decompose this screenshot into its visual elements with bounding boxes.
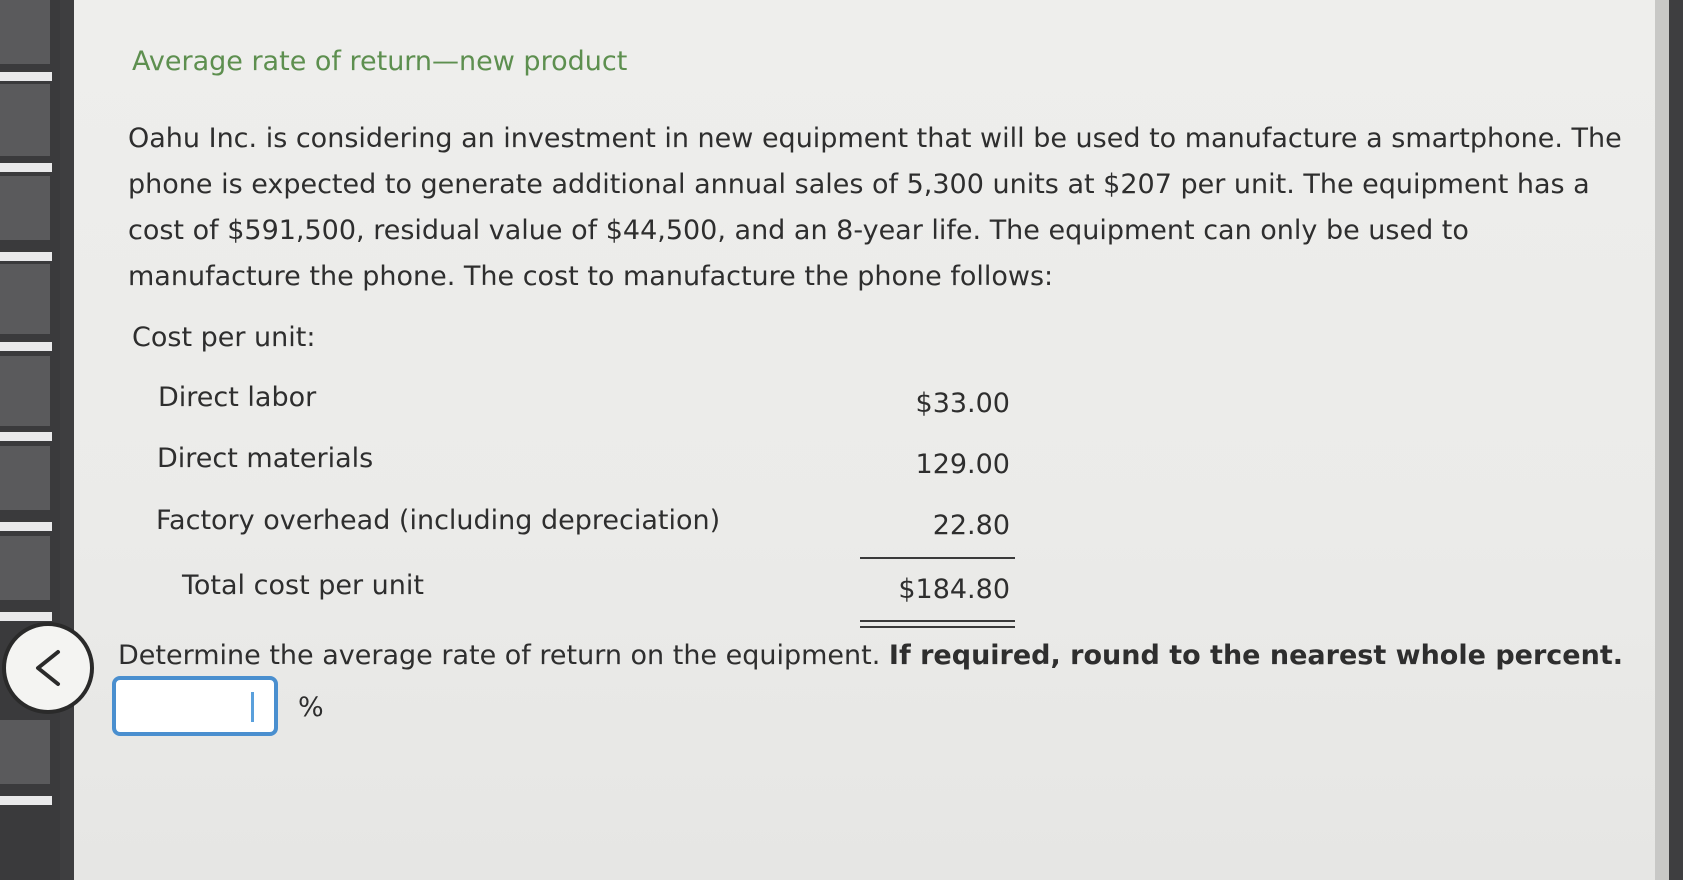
strip-segment — [0, 720, 50, 784]
total-double-rule-bottom — [860, 626, 1015, 628]
problem-statement: Oahu Inc. is considering an investment in new equipment that will be used to manufacture a smartphone. The phone is expected to generate additional annual sales of 5,300 units at $207 per unit. The equipment has a cost of $591,500, residual value of $44,500, and an 8-year life. The equipment can only be used to manufacture the phone. The cost to manufacture the phone follows: — [128, 123, 1622, 292]
cost-row-value: $33.00 — [915, 388, 1010, 419]
strip-tick — [0, 432, 52, 441]
text-caret — [251, 692, 254, 722]
back-button[interactable] — [2, 622, 94, 714]
cost-row-value: 22.80 — [932, 510, 1010, 541]
strip-tick — [0, 342, 52, 351]
cost-row-label: Direct labor — [158, 382, 317, 413]
question-rounding-note: If required, round to the nearest whole percent. — [888, 640, 1623, 671]
cost-row-label: Direct materials — [157, 443, 374, 474]
total-double-rule-top — [860, 620, 1015, 622]
answer-input[interactable] — [112, 676, 278, 736]
chevron-left-icon — [28, 646, 68, 690]
cost-table-heading: Cost per unit: — [132, 322, 316, 353]
left-sidebar-strip — [0, 0, 60, 880]
percent-unit-label: % — [298, 692, 324, 723]
strip-tick — [0, 72, 52, 81]
total-row-value: $184.80 — [898, 574, 1010, 605]
strip-segment — [0, 536, 50, 600]
strip-tick — [0, 612, 52, 621]
question-text: Determine the average rate of return on the equipment. — [118, 640, 881, 671]
problem-title: Average rate of return—new product — [132, 46, 628, 77]
subtotal-rule — [860, 557, 1015, 559]
cost-row-value: 129.00 — [915, 449, 1010, 480]
cost-row-label: Factory overhead (including depreciation) — [156, 505, 721, 536]
strip-segment — [0, 446, 50, 510]
strip-segment — [0, 264, 50, 334]
strip-tick — [0, 163, 52, 172]
strip-segment — [0, 356, 50, 426]
strip-tick — [0, 796, 52, 805]
total-row-label: Total cost per unit — [182, 570, 424, 601]
strip-segment — [0, 84, 50, 156]
page-edge — [1655, 0, 1669, 880]
strip-tick — [0, 252, 52, 261]
strip-tick — [0, 522, 52, 531]
strip-segment — [0, 176, 50, 240]
question-prompt — [118, 640, 1623, 671]
strip-segment — [0, 0, 50, 64]
